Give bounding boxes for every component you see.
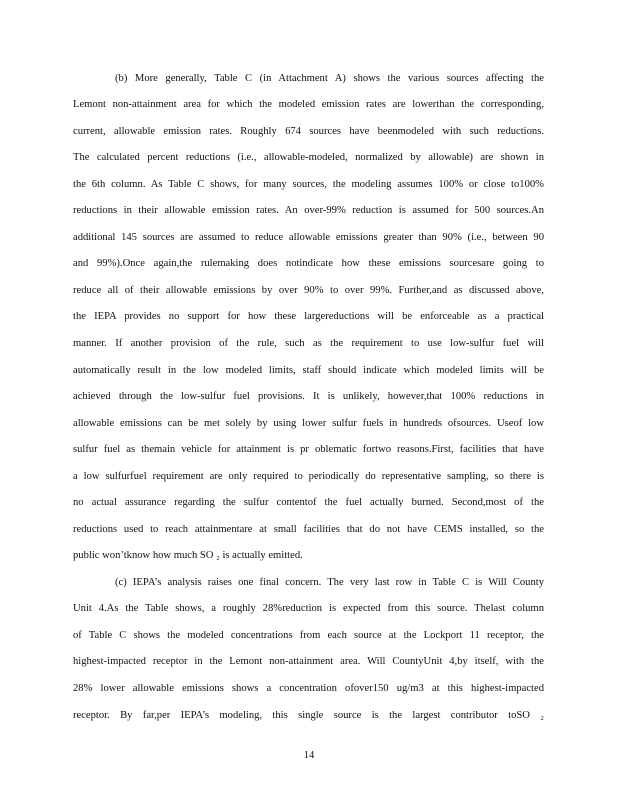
paragraph-b-line-1: (b) More generally, Table C (in Attachment A) shows the various sources affecting the <box>115 73 544 84</box>
paragraph-b-line-10: the IEPA provides no support for how these largereductions will be enforceable as a practical <box>73 311 544 322</box>
paragraph-b-line-12: automatically result in the low modeled limits, staff should indicate which modeled limits will be <box>73 365 544 376</box>
paragraph-b-line-17: no actual assurance regarding the sulfur contentof the fuel actually burned. Second,most of the <box>73 497 544 508</box>
paragraph-b-line-6: reductions in their allowable emission rates. An over-99% reduction is assumed for 500 sources.An <box>73 205 544 216</box>
paragraph-c-line-2: Unit 4.As the Table shows, a roughly 28%reduction is expected from this source. Thelast column <box>73 603 544 614</box>
paragraph-b-line-5: the 6th column. As Table C shows, for many sources, the modeling assumes 100% or close to100% <box>73 179 544 190</box>
paragraph-b-line-9: reduce all of their allowable emissions by over 90% to over 99%. Further,and as discussed above, <box>73 285 544 296</box>
paragraph-b-line-16: a low sulfurfuel requirement are only required to periodically do representative sampling, so there is <box>73 471 544 482</box>
paragraph-b-line-13: achieved through the low-sulfur fuel provisions. It is unlikely, however,that 100% reductions in <box>73 391 544 402</box>
paragraph-c-line-4: highest-impacted receptor in the Lemont non-attainment area. Will CountyUnit 4,by itself, with the <box>73 656 544 667</box>
page-number: 14 <box>303 750 315 761</box>
paragraph-b-line-11: manner. If another provision of the rule, such as the requirement to use low-sulfur fuel will <box>73 338 544 349</box>
paragraph-c-line-3: of Table C shows the modeled concentrations from each source at the Lockport 11 receptor, the <box>73 630 544 641</box>
paragraph-b-line-4: The calculated percent reductions (i.e., allowable-modeled, normalized by allowable) are shown in <box>73 152 544 163</box>
paragraph-c-line-6: receptor. By far,per IEPA’s modeling, this single source is the largest contributor toSO ₂ <box>73 710 544 721</box>
paragraph-b-line-15: sulfur fuel as themain vehicle for attainment is pr oblematic fortwo reasons.First, facilities that have <box>73 444 544 455</box>
paragraph-b-line-8: and 99%).Once again,the rulemaking does notindicate how these emissions sourcesare going to <box>73 258 544 269</box>
paragraph-b-line-2: Lemont non-attainment area for which the modeled emission rates are lowerthan the corresponding, <box>73 99 544 110</box>
paragraph-b-line-3: current, allowable emission rates. Roughly 674 sources have beenmodeled with such reductions. <box>73 126 544 137</box>
paragraph-b-line-14: allowable emissions can be met solely by using lower sulfur fuels in hundreds ofsources. Useof low <box>73 418 544 429</box>
paragraph-b-line-7: additional 145 sources are assumed to reduce allowable emissions greater than 90% (i.e., between 90 <box>73 232 544 243</box>
paragraph-c-line-5: 28% lower allowable emissions shows a concentration ofover150 ug/m3 at this highest-impacted <box>73 683 544 694</box>
paragraph-b-line-19: public won’tknow how much SO ₂ is actually emitted. <box>73 550 303 561</box>
paragraph-c-line-1: (c) IEPA’s analysis raises one final concern. The very last row in Table C is Will County <box>115 577 544 588</box>
paragraph-b-line-18: reductions used to reach attainmentare at small facilities that do not have CEMS installed, so the <box>73 524 544 535</box>
